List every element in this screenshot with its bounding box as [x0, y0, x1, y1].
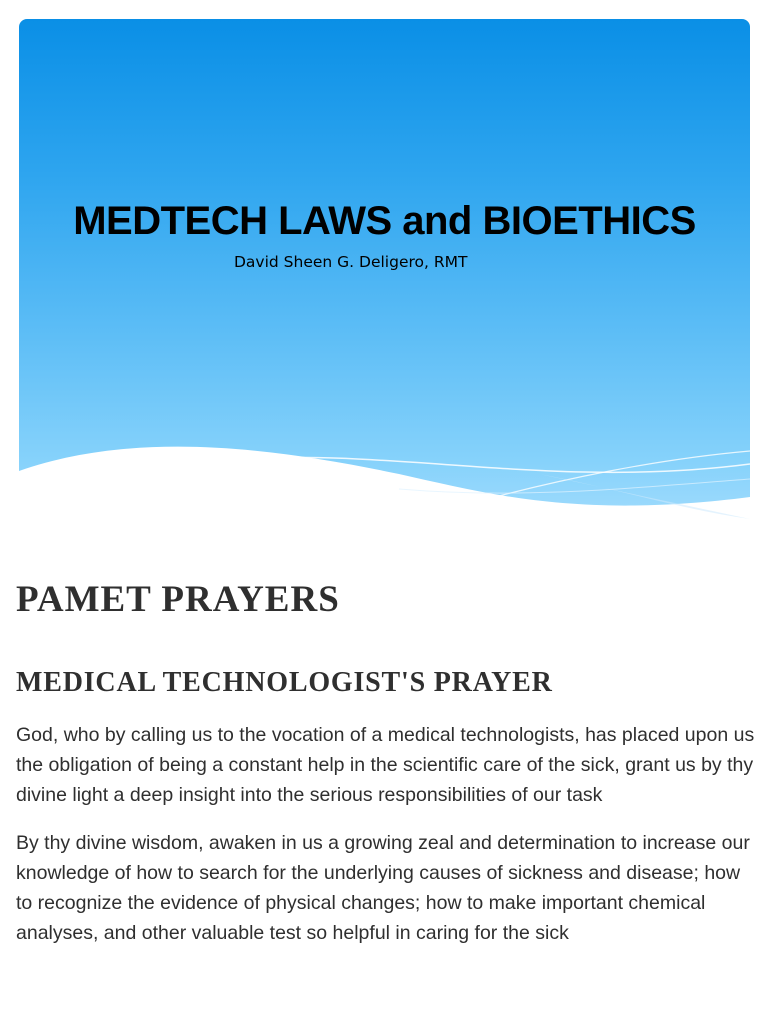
slide-author: David Sheen G. Deligero, RMT: [234, 253, 468, 271]
page-heading: PAMET PRAYERS: [16, 579, 340, 620]
title-slide: [19, 19, 750, 539]
section-heading: MEDICAL TECHNOLOGIST'S PRAYER: [16, 667, 553, 698]
slide-title: MEDTECH LAWS and BIOETHICS: [73, 199, 696, 243]
document-body: [16, 578, 756, 948]
wave-decoration: [19, 19, 750, 539]
prayer-paragraph-1: God, who by calling us to the vocation of a medical technologists, has placed upon us the obligation of being a constant help in the scientific care of the sick, grant us by thy divine light a deep insight into the serious responsibilities of our task: [16, 724, 755, 806]
prayer-paragraph-2: By thy divine wisdom, awaken in us a growing zeal and determination to increase our knowledge of how to search for the underlying causes of sickness and disease; how to recognize the evidence of physical changes; how to make important chemical analyses, and other valuable test so helpful in caring for the sick: [16, 832, 750, 944]
